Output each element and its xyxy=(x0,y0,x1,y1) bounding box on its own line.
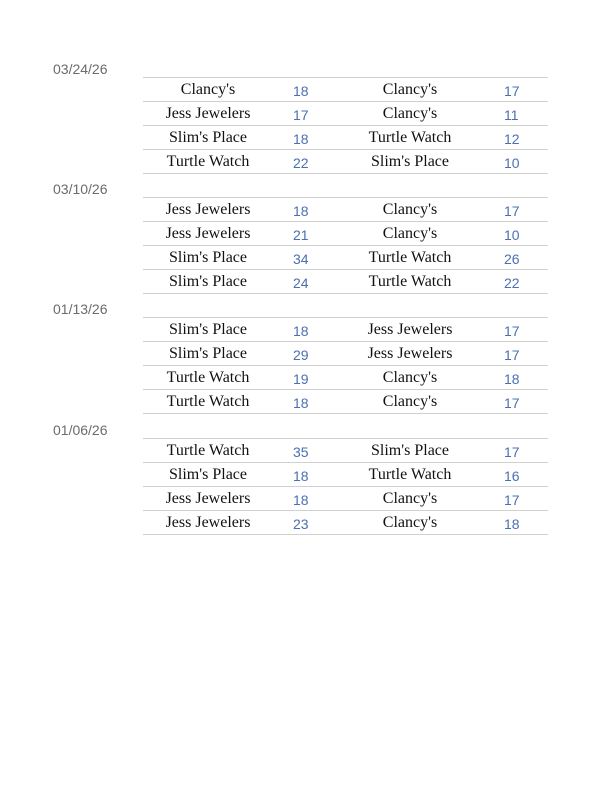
row-divider xyxy=(143,293,548,294)
away-score: 17 xyxy=(504,83,520,99)
table-row xyxy=(143,126,548,150)
table-row xyxy=(143,390,548,414)
table-row xyxy=(143,102,548,126)
home-team: Jess Jewelers xyxy=(165,105,251,122)
away-team: Clancy's xyxy=(382,514,438,531)
home-team: Jess Jewelers xyxy=(165,514,251,531)
away-score: 10 xyxy=(504,227,520,243)
away-score: 17 xyxy=(504,492,520,508)
away-score: 17 xyxy=(504,323,520,339)
away-team: Clancy's xyxy=(382,105,438,122)
home-score: 21 xyxy=(293,227,309,243)
table-row xyxy=(143,463,548,487)
home-score: 18 xyxy=(293,395,309,411)
away-score: 18 xyxy=(504,516,520,532)
away-team: Slim's Place xyxy=(371,442,449,459)
home-score: 18 xyxy=(293,323,309,339)
home-team: Slim's Place xyxy=(169,273,247,290)
row-divider xyxy=(143,534,548,535)
home-score: 22 xyxy=(293,155,309,171)
home-score: 34 xyxy=(293,251,309,267)
date-label: 01/13/26 xyxy=(53,301,108,317)
away-score: 11 xyxy=(504,107,519,123)
away-team: Clancy's xyxy=(382,225,438,242)
home-score: 23 xyxy=(293,516,309,532)
away-team: Slim's Place xyxy=(371,153,449,170)
away-team: Clancy's xyxy=(382,81,438,98)
table-row xyxy=(143,511,548,535)
home-score: 18 xyxy=(293,203,309,219)
home-team: Slim's Place xyxy=(169,345,247,362)
away-team: Clancy's xyxy=(382,369,438,386)
away-score: 17 xyxy=(504,395,520,411)
away-score: 22 xyxy=(504,275,520,291)
table-row xyxy=(143,198,548,222)
home-score: 24 xyxy=(293,275,309,291)
table-row xyxy=(143,150,548,174)
away-score: 12 xyxy=(504,131,520,147)
home-team: Turtle Watch xyxy=(166,442,250,459)
away-score: 17 xyxy=(504,203,520,219)
away-team: Jess Jewelers xyxy=(367,321,453,338)
away-score: 16 xyxy=(504,468,520,484)
home-team: Slim's Place xyxy=(169,321,247,338)
home-team: Jess Jewelers xyxy=(165,201,251,218)
home-team: Jess Jewelers xyxy=(165,225,251,242)
home-team: Turtle Watch xyxy=(166,153,250,170)
table-row xyxy=(143,222,548,246)
home-team: Slim's Place xyxy=(169,249,247,266)
home-score: 18 xyxy=(293,83,309,99)
home-team: Slim's Place xyxy=(169,129,247,146)
away-score: 17 xyxy=(504,347,520,363)
away-score: 26 xyxy=(504,251,520,267)
home-score: 29 xyxy=(293,347,309,363)
away-team: Turtle Watch xyxy=(368,249,452,266)
row-divider xyxy=(143,413,548,414)
table-row xyxy=(143,487,548,511)
table-row xyxy=(143,318,548,342)
home-score: 19 xyxy=(293,371,309,387)
away-score: 17 xyxy=(504,444,520,460)
home-team: Jess Jewelers xyxy=(165,490,251,507)
home-team: Turtle Watch xyxy=(166,393,250,410)
table-row xyxy=(143,270,548,294)
home-score: 18 xyxy=(293,131,309,147)
away-team: Turtle Watch xyxy=(368,129,452,146)
home-score: 18 xyxy=(293,468,309,484)
table-row xyxy=(143,78,548,102)
away-score: 10 xyxy=(504,155,520,171)
table-row xyxy=(143,366,548,390)
away-team: Turtle Watch xyxy=(368,466,452,483)
table-row xyxy=(143,342,548,366)
date-label: 01/06/26 xyxy=(53,422,108,438)
home-score: 17 xyxy=(293,107,309,123)
table-row xyxy=(143,246,548,270)
date-label: 03/24/26 xyxy=(53,61,108,77)
away-score: 18 xyxy=(504,371,520,387)
away-team: Clancy's xyxy=(382,393,438,410)
table-row xyxy=(143,439,548,463)
away-team: Turtle Watch xyxy=(368,273,452,290)
away-team: Clancy's xyxy=(382,201,438,218)
home-score: 18 xyxy=(293,492,309,508)
home-team: Turtle Watch xyxy=(166,369,250,386)
home-score: 35 xyxy=(293,444,309,460)
row-divider xyxy=(143,173,548,174)
away-team: Clancy's xyxy=(382,490,438,507)
date-label: 03/10/26 xyxy=(53,181,108,197)
away-team: Jess Jewelers xyxy=(367,345,453,362)
home-team: Slim's Place xyxy=(169,466,247,483)
home-team: Clancy's xyxy=(180,81,236,98)
